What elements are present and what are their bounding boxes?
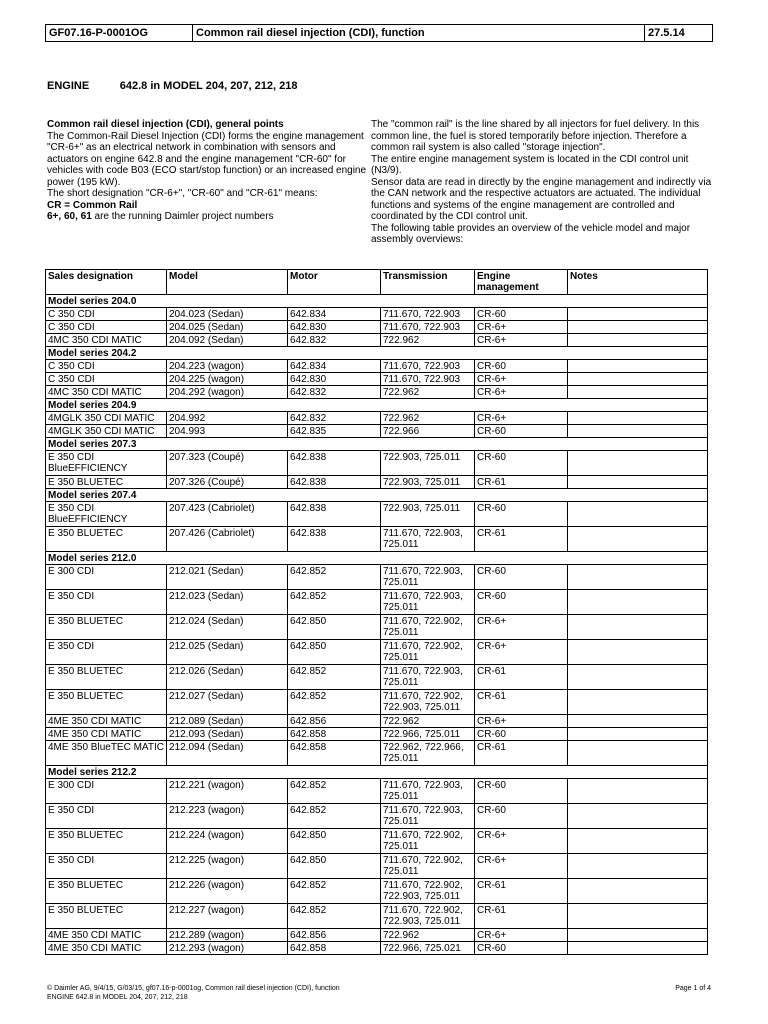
table-cell xyxy=(568,476,708,489)
column-header: Engine management xyxy=(475,270,568,295)
table-cell: 212.289 (wagon) xyxy=(167,929,288,942)
table-cell: 711.670, 722.903, 725.011 xyxy=(381,527,475,552)
table-row xyxy=(46,615,708,640)
table-cell: CR-61 xyxy=(475,741,568,766)
table-cell: 722.966, 725.021 xyxy=(381,942,475,955)
table-cell: 642.850 xyxy=(288,640,381,665)
table-cell: 642.856 xyxy=(288,929,381,942)
table-cell: 4MGLK 350 CDI MATIC xyxy=(46,412,167,425)
table-row xyxy=(46,412,708,425)
table-cell: CR-60 xyxy=(475,942,568,955)
model-series-row xyxy=(46,295,708,308)
table-cell: E 350 CDI BlueEFFICIENCY xyxy=(46,451,167,476)
table-cell: 642.852 xyxy=(288,690,381,715)
table-cell: 207.323 (Coupé) xyxy=(167,451,288,476)
table-row xyxy=(46,715,708,728)
table-cell: 711.670, 722.902, 725.011 xyxy=(381,615,475,640)
table-cell xyxy=(568,590,708,615)
table-row xyxy=(46,829,708,854)
table-cell: E 300 CDI xyxy=(46,779,167,804)
table-cell: 711.670, 722.903 xyxy=(381,360,475,373)
table-row xyxy=(46,476,708,489)
table-cell xyxy=(568,321,708,334)
table-cell: 212.089 (Sedan) xyxy=(167,715,288,728)
table-cell: 212.094 (Sedan) xyxy=(167,741,288,766)
table-row xyxy=(46,360,708,373)
table-cell: 711.670, 722.902, 725.011 xyxy=(381,640,475,665)
table-cell: 212.024 (Sedan) xyxy=(167,615,288,640)
table-cell: 642.832 xyxy=(288,334,381,347)
table-cell: 4MC 350 CDI MATIC xyxy=(46,386,167,399)
table-cell: 212.093 (Sedan) xyxy=(167,728,288,741)
table-cell: 722.966, 725.011 xyxy=(381,728,475,741)
table-cell: E 300 CDI xyxy=(46,565,167,590)
model-series-label: Model series 207.4 xyxy=(46,489,708,502)
table-cell: CR-6+ xyxy=(475,334,568,347)
table-cell: 722.962 xyxy=(381,715,475,728)
table-cell: 642.830 xyxy=(288,321,381,334)
table-cell: CR-6+ xyxy=(475,854,568,879)
table-cell: 212.023 (Sedan) xyxy=(167,590,288,615)
table-cell: CR-60 xyxy=(475,728,568,741)
model-series-label: Model series 212.0 xyxy=(46,552,708,565)
right-column xyxy=(371,119,716,246)
table-cell xyxy=(568,804,708,829)
model-series-row xyxy=(46,347,708,360)
table-cell: 207.423 (Cabriolet) xyxy=(167,502,288,527)
engine-label: ENGINE xyxy=(47,80,90,92)
table-cell xyxy=(568,690,708,715)
table-cell: CR-61 xyxy=(475,904,568,929)
table-cell: 722.962 xyxy=(381,386,475,399)
table-cell: CR-6+ xyxy=(475,321,568,334)
table-cell: 212.027 (Sedan) xyxy=(167,690,288,715)
left-column xyxy=(47,119,372,223)
table-cell: 204.025 (Sedan) xyxy=(167,321,288,334)
table-cell xyxy=(568,386,708,399)
table-row xyxy=(46,942,708,955)
table-cell: 642.852 xyxy=(288,804,381,829)
table-cell: 212.227 (wagon) xyxy=(167,904,288,929)
model-series-label: Model series 204.2 xyxy=(46,347,708,360)
table-cell: 722.966 xyxy=(381,425,475,438)
table-cell: 204.225 (wagon) xyxy=(167,373,288,386)
table-cell xyxy=(568,665,708,690)
table-cell: 711.670, 722.902, 722.903, 725.011 xyxy=(381,690,475,715)
footer-text xyxy=(47,985,340,1002)
table-cell: CR-60 xyxy=(475,502,568,527)
table-cell: 204.023 (Sedan) xyxy=(167,308,288,321)
table-cell: 204.292 (wagon) xyxy=(167,386,288,399)
table-cell xyxy=(568,728,708,741)
table-cell: 4ME 350 CDI MATIC xyxy=(46,715,167,728)
table-cell xyxy=(568,412,708,425)
table-cell: 642.852 xyxy=(288,779,381,804)
table-cell: 4ME 350 BlueTEC MATIC xyxy=(46,741,167,766)
table-cell: CR-60 xyxy=(475,779,568,804)
table-row xyxy=(46,904,708,929)
table-cell: E 350 BLUETEC xyxy=(46,690,167,715)
table-cell: CR-61 xyxy=(475,476,568,489)
table-row xyxy=(46,321,708,334)
footer-copyright: © Daimler AG, 9/4/15, G/03/15, gf07.16-p-0001og, Common rail diesel injection (CDI), function xyxy=(47,985,340,992)
table-cell: CR-6+ xyxy=(475,715,568,728)
page-number: Page 1 of 4 xyxy=(675,985,711,992)
table-cell: 642.856 xyxy=(288,715,381,728)
table-cell: 212.293 (wagon) xyxy=(167,942,288,955)
table-cell: 711.670, 722.903 xyxy=(381,373,475,386)
model-series-row xyxy=(46,766,708,779)
table-cell: CR-61 xyxy=(475,690,568,715)
common-rail-paragraph: The "common rail" is the line shared by all injectors for fuel delivery. In this common line, the fuel is stored temporarily before injection. Therefore a common rail system is also called "storage injection". xyxy=(371,119,700,153)
table-cell: C 350 CDI xyxy=(46,321,167,334)
column-header: Model xyxy=(167,270,288,295)
table-cell: 642.838 xyxy=(288,451,381,476)
table-row xyxy=(46,565,708,590)
table-cell xyxy=(568,779,708,804)
table-cell: CR-6+ xyxy=(475,615,568,640)
table-cell xyxy=(568,565,708,590)
table-cell: 642.838 xyxy=(288,502,381,527)
table-cell xyxy=(568,854,708,879)
project-numbers-text: are the running Daimler project numbers xyxy=(91,211,274,222)
section-heading: Common rail diesel injection (CDI), general points xyxy=(47,119,284,130)
table-cell: C 350 CDI xyxy=(46,308,167,321)
column-header: Notes xyxy=(568,270,708,295)
table-row xyxy=(46,690,708,715)
table-cell: CR-6+ xyxy=(475,829,568,854)
table-row xyxy=(46,308,708,321)
table-cell: CR-6+ xyxy=(475,929,568,942)
table-cell: E 350 BLUETEC xyxy=(46,829,167,854)
table-cell: 212.025 (Sedan) xyxy=(167,640,288,665)
table-cell: 4ME 350 CDI MATIC xyxy=(46,942,167,955)
table-cell xyxy=(568,829,708,854)
project-numbers xyxy=(47,211,372,223)
table-row xyxy=(46,854,708,879)
table-cell xyxy=(568,308,708,321)
table-cell: CR-60 xyxy=(475,565,568,590)
table-cell: 642.858 xyxy=(288,728,381,741)
table-cell: CR-60 xyxy=(475,360,568,373)
model-series-row xyxy=(46,489,708,502)
table-cell xyxy=(568,929,708,942)
table-cell: 212.226 (wagon) xyxy=(167,879,288,904)
table-cell: CR-60 xyxy=(475,590,568,615)
table-cell: 722.962 xyxy=(381,334,475,347)
table-cell: CR-60 xyxy=(475,451,568,476)
table-cell: 711.670, 722.903, 725.011 xyxy=(381,779,475,804)
table-header-row xyxy=(46,270,708,295)
table-cell: 642.852 xyxy=(288,590,381,615)
table-cell: E 350 CDI xyxy=(46,854,167,879)
table-cell: 711.670, 722.903, 725.011 xyxy=(381,565,475,590)
vehicle-model-table xyxy=(45,269,708,955)
table-cell: 642.850 xyxy=(288,829,381,854)
table-cell: 4ME 350 CDI MATIC xyxy=(46,728,167,741)
table-cell: 711.670, 722.902, 725.011 xyxy=(381,854,475,879)
table-row xyxy=(46,334,708,347)
table-cell: 722.903, 725.011 xyxy=(381,476,475,489)
table-cell: 642.850 xyxy=(288,615,381,640)
control-unit-paragraph: The entire engine management system is located in the CDI control unit (N3/9). xyxy=(371,153,689,176)
table-cell: E 350 BLUETEC xyxy=(46,615,167,640)
table-cell: E 350 CDI xyxy=(46,640,167,665)
column-header: Sales designation xyxy=(46,270,167,295)
table-row xyxy=(46,929,708,942)
intro-paragraph: The Common-Rail Diesel Injection (CDI) forms the engine management "CR-6+" as an electrical network in combination with sensors and actuators on engine 642.8 and the engine management "CR-60" for vehicles with code B03 (ECO start/stop function) or an increased engine power (195 kW). xyxy=(47,130,367,188)
table-row xyxy=(46,779,708,804)
table-cell: 642.858 xyxy=(288,741,381,766)
table-cell: 642.834 xyxy=(288,360,381,373)
table-cell: CR-61 xyxy=(475,527,568,552)
table-cell: E 350 BLUETEC xyxy=(46,527,167,552)
table-cell: E 350 CDI xyxy=(46,590,167,615)
table-cell: E 350 BLUETEC xyxy=(46,904,167,929)
table-cell: 711.670, 722.903 xyxy=(381,321,475,334)
table-cell xyxy=(568,502,708,527)
table-cell xyxy=(568,640,708,665)
table-cell: 212.026 (Sedan) xyxy=(167,665,288,690)
table-row xyxy=(46,804,708,829)
table-cell xyxy=(568,360,708,373)
table-cell: E 350 CDI BlueEFFICIENCY xyxy=(46,502,167,527)
table-cell: C 350 CDI xyxy=(46,360,167,373)
table-cell: 642.838 xyxy=(288,476,381,489)
table-cell: 4MGLK 350 CDI MATIC xyxy=(46,425,167,438)
table-cell: 722.962, 722.966, 725.011 xyxy=(381,741,475,766)
table-cell: 212.021 (Sedan) xyxy=(167,565,288,590)
table-row xyxy=(46,590,708,615)
table-cell: 642.835 xyxy=(288,425,381,438)
doc-title: Common rail diesel injection (CDI), function xyxy=(193,25,645,42)
column-header: Transmission xyxy=(381,270,475,295)
document-header xyxy=(45,24,713,42)
table-cell: CR-61 xyxy=(475,665,568,690)
table-cell: 212.224 (wagon) xyxy=(167,829,288,854)
table-cell xyxy=(568,425,708,438)
table-row xyxy=(46,741,708,766)
table-cell: 204.992 xyxy=(167,412,288,425)
table-cell xyxy=(568,334,708,347)
designation-paragraph: The short designation "CR-6+", "CR-60" and "CR-61" means: xyxy=(47,188,318,199)
table-cell: 212.225 (wagon) xyxy=(167,854,288,879)
table-cell: 642.852 xyxy=(288,665,381,690)
table-cell: 711.670, 722.902, 725.011 xyxy=(381,829,475,854)
table-cell: CR-6+ xyxy=(475,386,568,399)
table-cell: 722.903, 725.011 xyxy=(381,502,475,527)
model-series-row xyxy=(46,552,708,565)
table-cell: 212.223 (wagon) xyxy=(167,804,288,829)
table-cell: 711.670, 722.903, 725.011 xyxy=(381,665,475,690)
table-cell: 204.993 xyxy=(167,425,288,438)
table-cell: CR-6+ xyxy=(475,412,568,425)
model-series-label: Model series 204.0 xyxy=(46,295,708,308)
table-cell: CR-6+ xyxy=(475,373,568,386)
sensor-paragraph: Sensor data are read in directly by the engine management and indirectly via the CAN network and the respective actuators are actuated. The individual functions and systems of the engine management are controlled and coordinated by the CDI control unit. xyxy=(371,176,712,222)
table-cell: 642.830 xyxy=(288,373,381,386)
table-cell xyxy=(568,741,708,766)
table-cell: 4MC 350 CDI MATIC xyxy=(46,334,167,347)
page-title xyxy=(47,80,298,92)
table-body xyxy=(46,295,708,955)
table-cell: C 350 CDI xyxy=(46,373,167,386)
table-row xyxy=(46,640,708,665)
doc-date: 27.5.14 xyxy=(645,25,713,42)
doc-id: GF07.16-P-0001OG xyxy=(46,25,193,42)
table-cell: 711.670, 722.902, 722.903, 725.011 xyxy=(381,879,475,904)
table-cell: CR-60 xyxy=(475,804,568,829)
table-cell: 642.852 xyxy=(288,904,381,929)
column-header: Motor xyxy=(288,270,381,295)
table-cell: CR-6+ xyxy=(475,640,568,665)
table-row xyxy=(46,373,708,386)
table-cell: 207.426 (Cabriolet) xyxy=(167,527,288,552)
table-cell: 204.223 (wagon) xyxy=(167,360,288,373)
table-row xyxy=(46,527,708,552)
table-cell: 212.221 (wagon) xyxy=(167,779,288,804)
table-cell: CR-60 xyxy=(475,425,568,438)
table-cell xyxy=(568,615,708,640)
model-series-label: Model series 204.9 xyxy=(46,399,708,412)
table-cell: CR-61 xyxy=(475,879,568,904)
model-series-row xyxy=(46,438,708,451)
table-cell xyxy=(568,879,708,904)
cr-definition: CR = Common Rail xyxy=(47,199,138,211)
model-text: 642.8 in MODEL 204, 207, 212, 218 xyxy=(119,80,298,92)
table-cell: 642.832 xyxy=(288,412,381,425)
table-cell xyxy=(568,715,708,728)
table-cell: 642.838 xyxy=(288,527,381,552)
table-intro-paragraph: The following table provides an overview of the vehicle model and major assembly overviews: xyxy=(371,222,691,245)
table-cell: 4ME 350 CDI MATIC xyxy=(46,929,167,942)
table-cell: 642.858 xyxy=(288,942,381,955)
table-cell: 711.670, 722.903, 725.011 xyxy=(381,590,475,615)
table-row xyxy=(46,728,708,741)
table-cell xyxy=(568,904,708,929)
table-cell: 207.326 (Coupé) xyxy=(167,476,288,489)
table-row xyxy=(46,386,708,399)
table-row xyxy=(46,451,708,476)
table-cell: E 350 BLUETEC xyxy=(46,879,167,904)
table-row xyxy=(46,425,708,438)
table-cell xyxy=(568,373,708,386)
project-numbers-bold: 6+, 60, 61 xyxy=(47,211,92,222)
table-cell: 642.834 xyxy=(288,308,381,321)
table-cell xyxy=(568,527,708,552)
table-cell: 722.962 xyxy=(381,412,475,425)
table-cell: 711.670, 722.902, 722.903, 725.011 xyxy=(381,904,475,929)
footer-subtitle: ENGINE 642.8 in MODEL 204, 207, 212, 218 xyxy=(47,993,188,1001)
table-cell: E 350 BLUETEC xyxy=(46,476,167,489)
table-cell: E 350 CDI xyxy=(46,804,167,829)
table-cell: 642.852 xyxy=(288,879,381,904)
table-cell: 642.852 xyxy=(288,565,381,590)
table-cell: 711.670, 722.903, 725.011 xyxy=(381,804,475,829)
table-row xyxy=(46,879,708,904)
model-series-label: Model series 207.3 xyxy=(46,438,708,451)
table-cell: 642.832 xyxy=(288,386,381,399)
table-cell: CR-60 xyxy=(475,308,568,321)
table-cell: 204.092 (Sedan) xyxy=(167,334,288,347)
table-cell xyxy=(568,451,708,476)
model-series-row xyxy=(46,399,708,412)
table-cell xyxy=(568,942,708,955)
table-cell: 722.962 xyxy=(381,929,475,942)
table-row xyxy=(46,665,708,690)
table-cell: 711.670, 722.903 xyxy=(381,308,475,321)
table-cell: E 350 BLUETEC xyxy=(46,665,167,690)
table-row xyxy=(46,502,708,527)
table-cell: 642.850 xyxy=(288,854,381,879)
table-cell: 722.903, 725.011 xyxy=(381,451,475,476)
model-series-label: Model series 212.2 xyxy=(46,766,708,779)
